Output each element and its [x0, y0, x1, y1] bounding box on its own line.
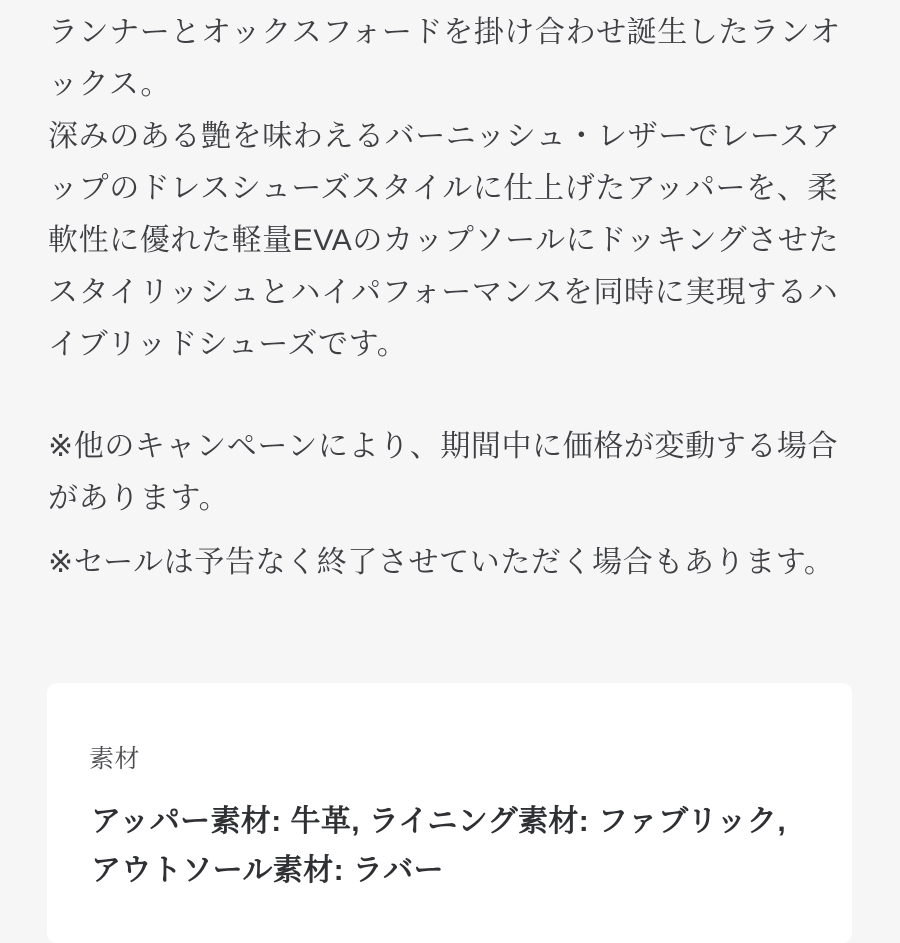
disclaimer-notes	[48, 421, 847, 589]
description-paragraph-2: 深みのある艶を味わえるバーニッシュ・レザーでレースアップのドレスシューズスタイルに仕上げたアッパーを、柔軟性に優れた軽量EVAのカップソールにドッキングさせたスタイリッシュとハイパフォーマンスを同時に実現するハイブリッドシューズです。	[48, 120, 841, 361]
product-description	[48, 7, 847, 371]
sale-end-note: ※セールは予告なく終了させていただく場合もあります。	[48, 546, 835, 579]
material-card-value: アッパー素材: 牛革, ライニング素材: ファブリック, アウトソール素材: ラバー	[91, 805, 787, 887]
material-card	[47, 683, 852, 943]
description-paragraph-1: ランナーとオックスフォードを掛け合わせ誕生したランオックス。	[48, 16, 841, 101]
campaign-price-note: ※他のキャンペーンにより、期間中に価格が変動する場合があります。	[48, 430, 839, 515]
material-card-label: 素材	[89, 745, 141, 773]
